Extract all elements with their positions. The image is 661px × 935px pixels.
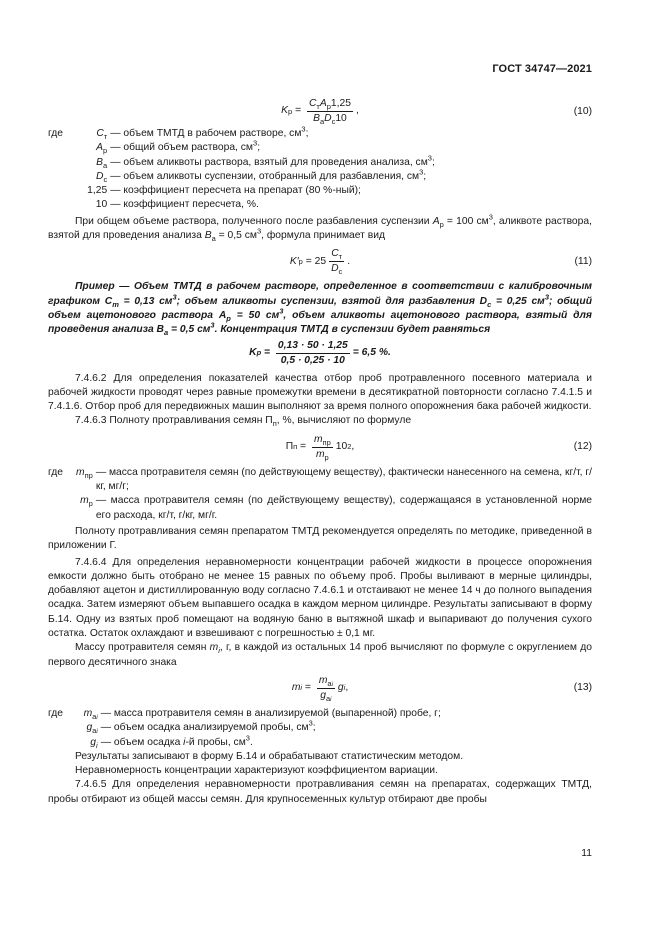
definition-row: $A_р$ — общий объем раствора, $см^3$; [96,138,261,156]
formula-12-expression: П п = $\frac{m_{пр}}{m_р}$ 10 2 , [285,433,355,462]
formula-13-number: (13) [573,682,592,694]
formula-11 [48,248,592,275]
formula-13-fraction: $\frac{m_{аi}}{g_{аi}}$ [318,674,333,703]
paragraph-volume: При общем объеме раствора, полученного после разбавления суспензии $A_р = 100$ $см^3$, аликвоте раствора, взятой для проведения анализа $B_а = 0,5$ $см^3$, формула принимает вид [48,212,592,244]
definition-row: $g_{аi}$ — объем осадка анализируемой пробы, $см^3$; [86,718,316,736]
formula-10-fraction: $\frac{C_тA_р1,25}{B_аD_с10}$ [308,98,351,127]
paragraph-results: Результаты записывают в форму Б.14 и обрабатывают статистическим методом. [75,750,464,762]
formula-13-expression: m i = $\frac{m_{аi}}{g_{аi}}$ g i , [291,674,349,703]
paragraph-nonuniformity: Неравномерность концентрации характеризуют коэффициентом вариации. [75,765,438,777]
definition-row: $g_i$ — объем осадка i-й пробы, $см^3$. [90,733,253,750]
paragraph-7-4-6-3: 7.4.6.3 Полноту протравливания семян $П_п$, %, вычисляют по формуле [75,415,412,429]
formula-11-expression: K′ р = 25 $\frac{C_т}{D_с}$ . [289,248,351,277]
example-formula-expression: K р = $\frac{0,13 \cdot 50 \cdot 1,25}{0,5 \cdot 0,25 \cdot 10}$ = 6,5 %. [249,339,391,366]
formula-12-fraction: $\frac{m_{пр}}{m_р}$ [313,433,331,462]
example-block: Пример — Объем ТМТД в рабочем растворе, определенное в соответствии с калибровочным графиком $C_т = 0,13$ $см^3$; объем аликвоты суспензии, взятой для разбавления $D_с = 0,25$ $см^3$; общий объем ацетонового раствора $A_р = 50$ $см^3$, объем аликвоты ацетонового раствора, взятый для проведения анализа $B_а = 0,5$ $см^3$. Концентрация ТМТД в суспензии будет равняться [48,281,593,338]
example-formula-fraction: $\frac{0,13 \cdot 50 \cdot 1,25}{0,5 \cdot 0,25 \cdot 10}$ [277,339,348,366]
paragraph-7-4-6-2: 7.4.6.2 Для определения показателей качества отбор проб протравленного посевного материала и рабочей жидкости проводят через равные промежутки времени в десятикратной повторности согласно 7.4.1.5 и 7.4.1.6. Отбор проб для передвижных машин выполняют за время полного опорожнения бака рабочей жидкости. [48,372,592,413]
standard-header: ГОСТ 34747—2021 [492,63,592,75]
formula-10-number: (10) [573,105,592,117]
formula-10-expression: K р = $\frac{C_тA_р1,25}{B_аD_с10}$ , [281,98,359,127]
paragraph-tmtd: Полноту протравливания семян препаратом ТМТД рекомендуется определять по методике, приведенной в приложении Г. [48,525,592,552]
definition-row: где $m_{пр}$ — масса протравителя семян (по действующему веществу), фактически нанесенного на семена, кг/т, г/кг, мг/г; [48,466,592,493]
definition-row: где $m_{аi}$ — масса протравителя семян в анализируемой (выпаренной) пробе, г; [48,707,441,721]
formula-10 [48,98,592,125]
page-content [48,90,592,807]
paragraph-7-4-6-4: 7.4.6.4 Для определения неравномерности концентрации рабочей жидкости в процессе опорожнения емкости должно быть отобрано не менее 15 равных по объему проб. Пробы выливают в мерные цилиндры, добавляют ацетон и дистиллированную воду согласно 7.4.6.1 и отстаивают не менее 14 ч до полного выпадения осадка. Затем измеряют объем выпавшего осадка в каждом мерном цилиндре. Результаты записывают в форму Б.14. Одну из взятых проб помещают на водяную баню в вытяжной шкаф и выпаривают до получения сухого остатка. Остаток охлаждают и взвешивают с погрешностью ± 0,1 мг. [48,556,592,640]
formula-12 [48,434,592,461]
formula-11-number: (11) [574,255,592,267]
definitions-formula-12 [48,466,592,523]
definition-row: 10 — коэффициент пересчета, %. [95,199,259,211]
paragraph-7-4-6-5: 7.4.6.5 Для определения неравномерности протравливания семян на препаратах, содержащих ТМТД, пробы отбирают из общей массы семян. Для крупносеменных культур отбирают две пробы [48,779,592,805]
formula-13 [48,675,592,702]
page-number: 11 [581,848,592,859]
formula-12-number: (12) [573,441,592,453]
definition-row: $D_с$ — объем аликвоты суспензии, отобранный для разбавления, $см^3$; [96,167,427,184]
definition-row: 1,25 — коэффициент пересчета на препарат (80 %-ный); [87,185,361,197]
definition-row: где $C_т$ — объем ТМТД в рабочем растворе, $см^3$; [48,124,309,142]
definition-row: $B_а$ — объем аликвоты раствора, взятый для проведения анализа, $см^3$; [96,153,435,170]
paragraph-mass: Массу протравителя семян $m_i$, г, в каждой из остальных 14 проб вычисляют по формуле с округлением до первого десятичного знака [48,642,592,668]
definitions-formula-10 [48,124,592,213]
formula-11-fraction: $\frac{C_т}{D_с}$ [331,248,343,277]
definitions-formula-13 [48,707,592,750]
definition-row: $m_р$ — масса протравителя семян (по действующему веществу), содержащаяся в установленной норме его расхода, кг/т, г/кг, мг/г. [80,495,592,521]
example-formula [48,340,592,367]
